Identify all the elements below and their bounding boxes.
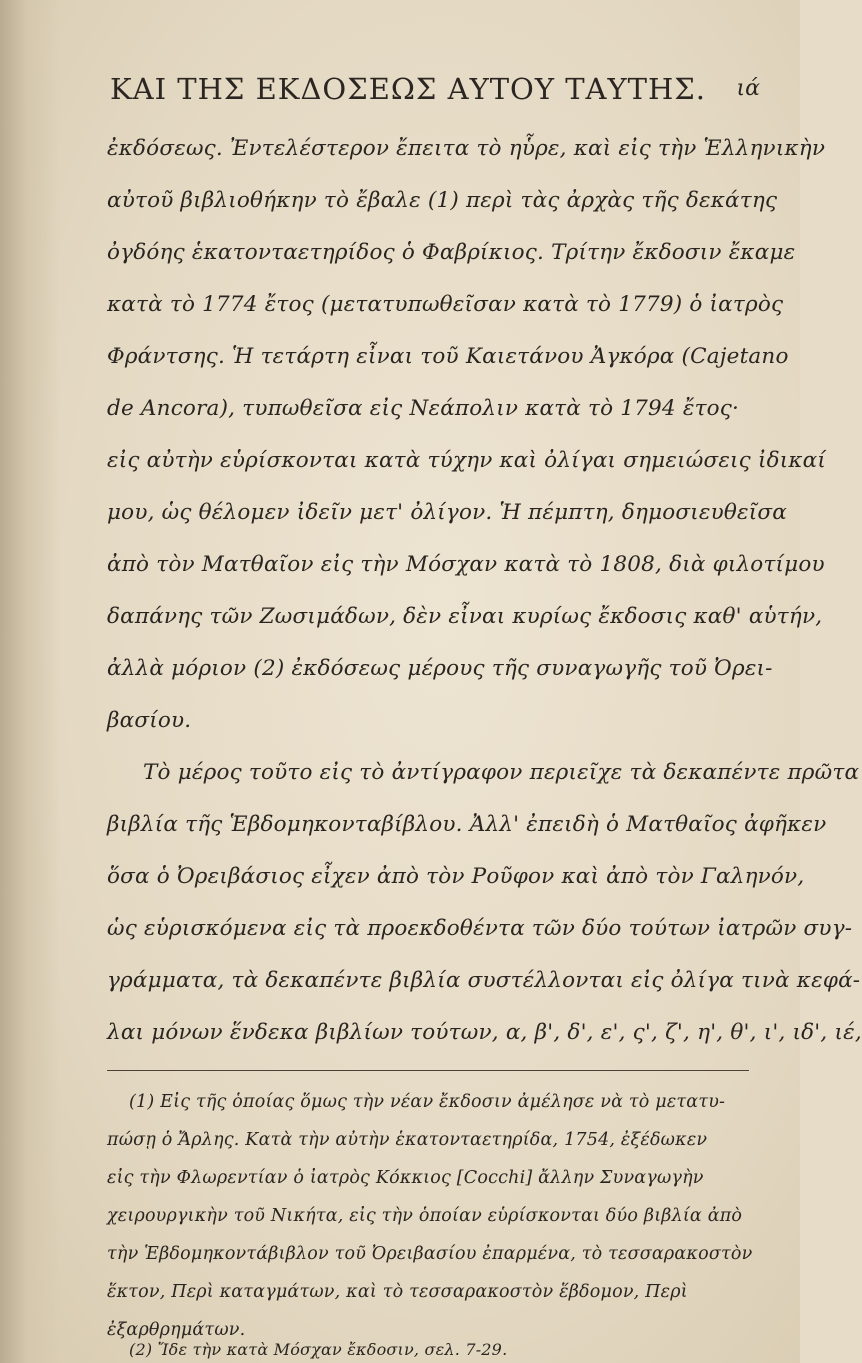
text-line: de Ancora), τυπωθεῖσα εἰς Νεάπολιν κατὰ τὸ 1794 ἔτος·: [107, 396, 740, 421]
page-number: ιά: [736, 76, 760, 101]
text-line: ὅσα ὁ Ὀρειβάσιος εἶχεν ἀπὸ τὸν Ροῦφον καὶ ἀπὸ τὸν Γαληνόν,: [107, 864, 805, 889]
text-line: ὀγδόης ἑκατονταετηρίδος ὁ Φαβρίκιος. Τρίτην ἔκδοσιν ἔκαμε: [107, 240, 796, 265]
text-line: δαπάνης τῶν Ζωσιμάδων, δὲν εἶναι κυρίως ἔκδοσις καθ' αὑτήν,: [107, 604, 823, 629]
binding-gutter-shadow: [0, 0, 60, 1363]
text-line: βιβλία τῆς Ἑβδομηκονταβίβλου. Ἀλλ' ἐπειδὴ ὁ Ματθαῖος ἀφῆκεν: [107, 812, 827, 837]
text-line: Τὸ μέρος τοῦτο εἰς τὸ ἀντίγραφον περιεῖχε τὰ δεκαπέντε πρῶτα: [143, 760, 860, 785]
text-line: αὐτοῦ βιβλιοθήκην τὸ ἔβαλε (1) περὶ τὰς ἀρχὰς τῆς δεκάτης: [107, 188, 778, 213]
footnote-line: τὴν Ἑβδομηκοντάβιβλον τοῦ Ὀρειβασίου ἐπαρμένα, τὸ τεσσαρακοστὸν: [107, 1244, 753, 1264]
text-line: Φράντσης. Ἡ τετάρτη εἶναι τοῦ Καιετάνου Ἀγκόρα (Cajetano: [107, 344, 789, 369]
text-line: γράμματα, τὰ δεκαπέντε βιβλία συστέλλονται εἰς ὀλίγα τινὰ κεφά-: [107, 968, 861, 993]
footnote-line: (2) Ἴδε τὴν κατὰ Μόσχαν ἔκδοσιν, σελ. 7-29.: [129, 1340, 508, 1359]
footnote-line: πώσῃ ὁ Ἄρλης. Κατὰ τὴν αὐτὴν ἑκατονταετηρίδα, 1754, ἐξέδωκεν: [107, 1130, 708, 1150]
footnote-line: εἰς τὴν Φλωρεντίαν ὁ ἰατρὸς Κόκκιος [Cocchi] ἄλλην Συναγωγὴν: [107, 1168, 704, 1188]
text-line: μου, ὡς θέλομεν ἰδεῖν μετ' ὀλίγον. Ἡ πέμπτη, δημοσιευθεῖσα: [107, 500, 787, 525]
footnote-rule: [107, 1070, 749, 1071]
text-line: βασίου.: [107, 708, 192, 733]
text-line: κατὰ τὸ 1774 ἔτος (μετατυπωθεῖσαν κατὰ τὸ 1779) ὁ ἰατρὸς: [107, 292, 784, 317]
text-line: ὡς εὑρισκόμενα εἰς τὰ προεκδοθέντα τῶν δύο τούτων ἰατρῶν συγ-: [107, 916, 853, 941]
text-line: λαι μόνων ἕνδεκα βιβλίων τούτων, α, β', δ', ε', ς', ζ', η', θ', ι', ιδ', ιέ,: [107, 1020, 862, 1045]
text-line: εἰς αὐτὴν εὑρίσκονται κατὰ τύχην καὶ ὀλίγαι σημειώσεις ἰδικαί: [107, 448, 827, 473]
footnote-line: ἕκτον, Περὶ καταγμάτων, καὶ τὸ τεσσαρακοστὸν ἕβδομον, Περὶ: [107, 1282, 688, 1302]
text-line: ἀλλὰ μόριον (2) ἐκδόσεως μέρους τῆς συναγωγῆς τοῦ Ὀρει-: [107, 656, 773, 681]
text-line: ἀπὸ τὸν Ματθαῖον εἰς τὴν Μόσχαν κατὰ τὸ 1808, διὰ φιλοτίμου: [107, 552, 825, 577]
text-line: ἐκδόσεως. Ἐντελέστερον ἔπειτα τὸ ηὗρε, καὶ εἰς τὴν Ἑλληνικὴν: [107, 136, 826, 161]
page-header: [110, 72, 760, 116]
footnote-line: (1) Εἰς τῆς ὁποίας ὅμως τὴν νέαν ἔκδοσιν ἀμέλησε νὰ τὸ μετατυ-: [129, 1092, 726, 1112]
footnote-line: ἐξαρθρημάτων.: [107, 1320, 246, 1340]
footnote-line: χειρουργικὴν τοῦ Νικήτα, εἰς τὴν ὁποίαν εὑρίσκονται δύο βιβλία ἀπὸ: [107, 1206, 743, 1226]
running-title: ΚΑΙ ΤΗΣ ΕΚΔΟΣΕΩΣ ΑΥΤΟΥ ΤΑΥΤΗΣ.: [110, 72, 706, 106]
